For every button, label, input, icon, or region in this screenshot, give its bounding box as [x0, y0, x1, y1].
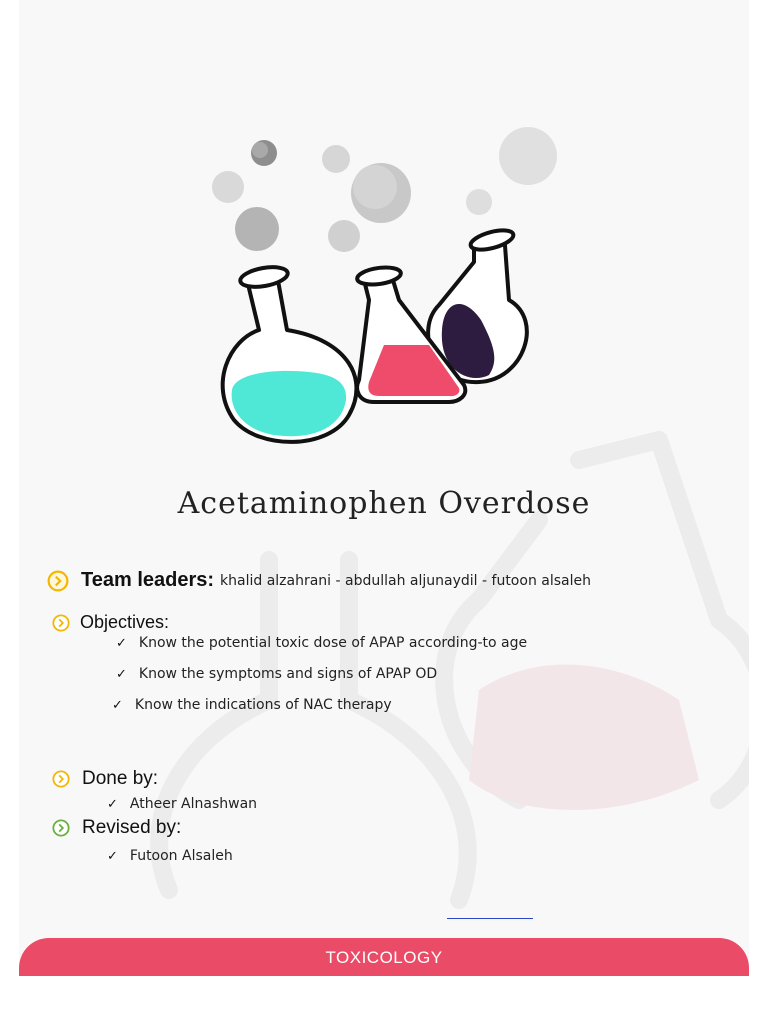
team-leaders-names: khalid alzahrani - abdullah aljunaydil - futoon alsaleh	[220, 572, 591, 589]
revised-by-label: Revised by:	[82, 817, 182, 838]
done-by-item	[107, 796, 257, 812]
check-icon: ✓	[116, 666, 127, 682]
objective-item	[116, 666, 437, 682]
footer-banner	[19, 938, 749, 976]
objective-item	[112, 697, 392, 713]
check-icon: ✓	[107, 796, 118, 812]
revised-by-item	[107, 848, 233, 864]
objective-item	[116, 635, 527, 651]
revised-by-name: Futoon Alsaleh	[129, 848, 233, 864]
link-underline[interactable]	[447, 918, 533, 919]
chevron-circle-icon	[52, 614, 70, 632]
objective-text: Know the symptoms and signs of APAP OD	[138, 666, 438, 682]
objective-text: Know the indications of NAC therapy	[134, 697, 392, 713]
objectives-label: Objectives:	[80, 612, 170, 632]
objectives-row	[52, 612, 169, 633]
flask-icon	[223, 264, 357, 442]
check-icon: ✓	[107, 848, 118, 864]
check-icon: ✓	[112, 697, 123, 713]
check-icon: ✓	[116, 635, 127, 651]
done-by-label: Done by:	[82, 768, 159, 789]
done-by-name: Atheer Alnashwan	[129, 796, 258, 812]
page-title: Acetaminophen Overdose	[177, 486, 591, 521]
team-leaders-label: Team leaders:	[81, 569, 215, 591]
chevron-circle-icon	[52, 770, 70, 788]
chevron-circle-icon	[47, 570, 69, 592]
flasks-illustration	[19, 0, 749, 470]
objective-text: Know the potential toxic dose of APAP according-to age	[138, 635, 528, 651]
done-by-row	[52, 768, 158, 790]
team-leaders-row	[47, 569, 591, 592]
chevron-circle-icon	[52, 819, 70, 837]
footer-label: TOXICOLOGY	[325, 948, 443, 967]
revised-by-row	[52, 817, 181, 839]
